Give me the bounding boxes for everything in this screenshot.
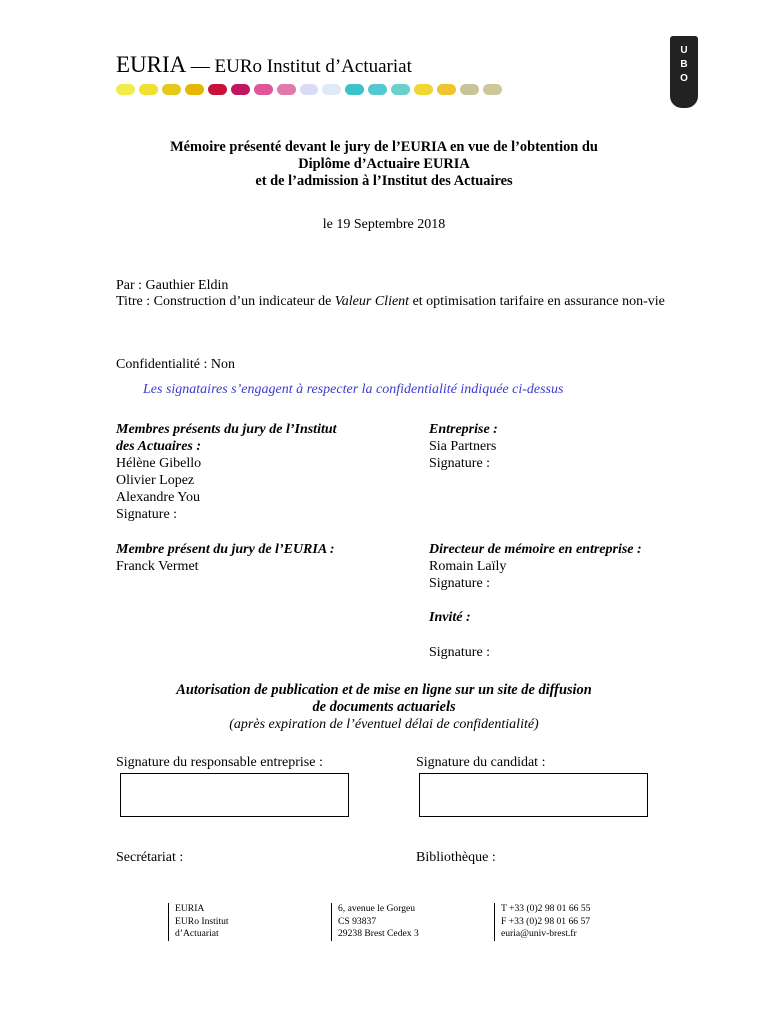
- signature-candidat-box[interactable]: [419, 773, 648, 817]
- euria-jury-section: [116, 541, 416, 575]
- memoire-line-1: Mémoire présenté devant le jury de l’EURIA en vue de l’obtention du: [170, 139, 598, 155]
- header-title: [116, 52, 412, 78]
- secretariat-label: Secrétariat :: [116, 850, 184, 865]
- confidentiality-line: Confidentialité : Non: [116, 357, 235, 372]
- jury-institut-section: [116, 421, 416, 523]
- directeur-signature-label: Signature :: [429, 576, 491, 591]
- entreprise-section: [429, 421, 729, 472]
- entreprise-name: Sia Partners: [429, 439, 497, 454]
- color-dot: [116, 84, 135, 95]
- jury-member: Alexandre You: [116, 490, 200, 505]
- footer-fax: F +33 (0)2 98 01 66 57: [501, 915, 591, 927]
- logo-letter-u: U: [680, 45, 688, 56]
- footer-email[interactable]: euria@univ-brest.fr: [501, 928, 577, 939]
- authorization-title-1: Autorisation de publication et de mise en ligne sur un site de diffusion: [176, 682, 592, 698]
- bibliotheque-label: Bibliothèque :: [416, 850, 496, 865]
- color-dot: [460, 84, 479, 95]
- authorization-title: [100, 682, 668, 716]
- titre-label: Titre :: [116, 294, 151, 309]
- footer-contact: [494, 903, 590, 941]
- signature-responsable-box[interactable]: [120, 773, 349, 817]
- footer-address: [331, 903, 419, 941]
- author-line: [116, 277, 228, 294]
- header-euria: EURIA: [116, 52, 185, 77]
- footer-line: 29238 Brest Cedex 3: [338, 928, 419, 939]
- euria-jury-member: Franck Vermet: [116, 559, 199, 574]
- memoire-line-2: Diplôme d’Actuaire EURIA: [298, 156, 470, 172]
- color-dot: [254, 84, 273, 95]
- confidentiality-note: Les signataires s’engagent à respecter la confidentialité indiquée ci-dessus: [143, 382, 564, 397]
- color-dot: [391, 84, 410, 95]
- par-value: : Gauthier Eldin: [138, 278, 229, 293]
- titre-text-italic: Valeur Client: [334, 294, 410, 309]
- jury-heading-2: des Actuaires :: [116, 439, 202, 454]
- invite-signature-label: Signature :: [429, 645, 491, 660]
- color-dot: [345, 84, 364, 95]
- entreprise-signature-label: Signature :: [429, 456, 491, 471]
- jury-heading-1: Membres présents du jury de l’Institut: [116, 422, 337, 437]
- color-dot: [368, 84, 387, 95]
- footer-line: EURo Institut: [175, 915, 229, 927]
- header-subtitle: — EURo Institut d’Actuariat: [190, 56, 412, 77]
- color-dot: [162, 84, 181, 95]
- footer-organization: [168, 903, 229, 941]
- directeur-section: [429, 541, 729, 592]
- authorization-title-2: de documents actuariels: [312, 699, 456, 715]
- color-dots-banner: [116, 84, 506, 96]
- titre-text-after: et optimisation tarifaire en assurance non-vie: [409, 294, 665, 309]
- directeur-name: Romain Laïly: [429, 559, 507, 574]
- par-label: Par: [116, 278, 135, 293]
- memoire-heading: [100, 139, 668, 190]
- footer-phone: T +33 (0)2 98 01 66 55: [501, 903, 591, 914]
- logo-letter-o: O: [680, 73, 688, 84]
- color-dot: [300, 84, 319, 95]
- footer-line: 6, avenue le Gorgeu: [338, 903, 416, 914]
- footer-line: d’Actuariat: [175, 928, 219, 939]
- color-dot: [437, 84, 456, 95]
- memoire-line-3: et de l’admission à l’Institut des Actuaires: [255, 173, 513, 189]
- color-dot: [185, 84, 204, 95]
- color-dot: [483, 84, 502, 95]
- euria-jury-heading: Membre présent du jury de l’EURIA :: [116, 542, 335, 557]
- authorization-subtitle: (après expiration de l’éventuel délai de confidentialité): [229, 717, 539, 732]
- title-line: [116, 293, 730, 310]
- entreprise-heading: Entreprise :: [429, 422, 498, 437]
- directeur-heading: Directeur de mémoire en entreprise :: [429, 542, 642, 557]
- jury-signature-label: Signature :: [116, 507, 178, 522]
- titre-text-before: Construction d’un indicateur de: [153, 294, 335, 309]
- footer-line: EURIA: [175, 903, 205, 914]
- ubo-logo-icon: [670, 36, 698, 108]
- color-dot: [414, 84, 433, 95]
- color-dot: [231, 84, 250, 95]
- color-dot: [139, 84, 158, 95]
- color-dot: [208, 84, 227, 95]
- footer-line: CS 93837: [338, 915, 377, 927]
- signature-candidat-label: Signature du candidat :: [416, 755, 546, 770]
- invite-heading: Invité :: [429, 610, 471, 625]
- color-dot: [277, 84, 296, 95]
- jury-member: Hélène Gibello: [116, 456, 202, 471]
- invite-section: [429, 609, 729, 626]
- logo-letter-b: B: [680, 59, 688, 70]
- jury-member: Olivier Lopez: [116, 473, 195, 488]
- signature-responsable-label: Signature du responsable entreprise :: [116, 755, 323, 770]
- date: le 19 Septembre 2018: [322, 217, 446, 232]
- color-dot: [322, 84, 341, 95]
